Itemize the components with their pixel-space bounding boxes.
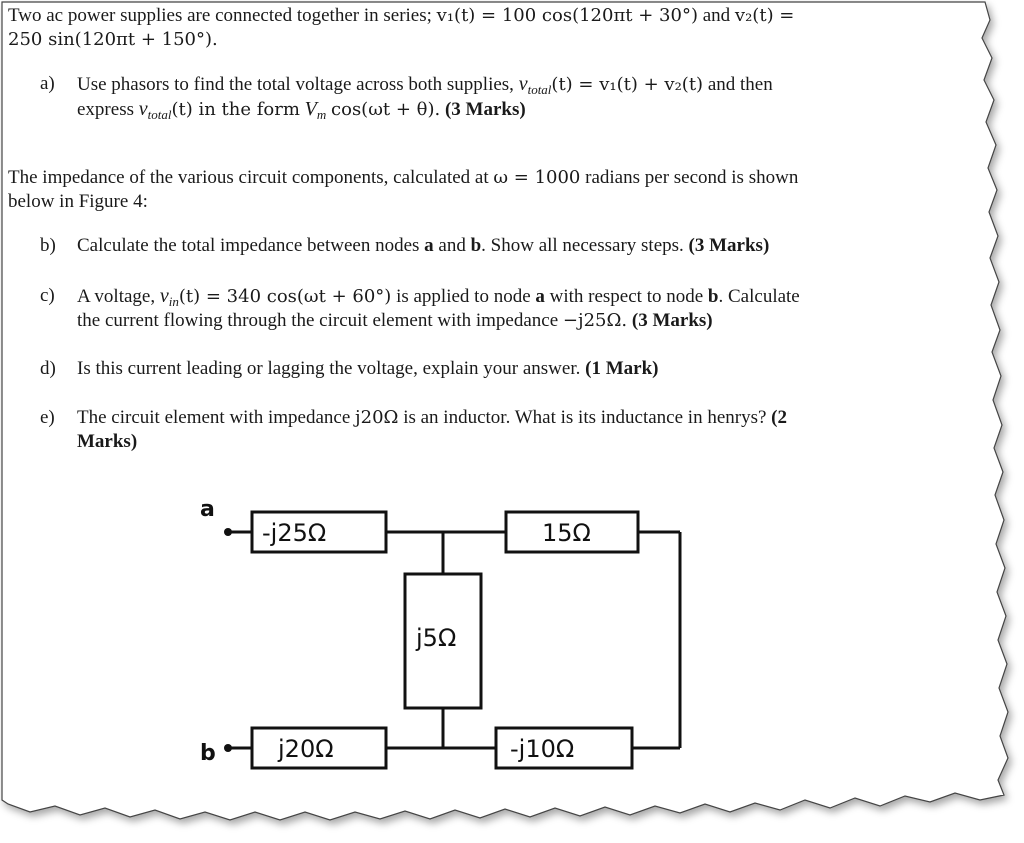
question-b-text: Calculate the total impedance between nodes [77, 235, 420, 256]
question-a-marks: (3 Marks) [444, 99, 526, 120]
question-e-label: e) [40, 407, 55, 428]
question-a-line-1 [77, 72, 773, 98]
question-d-text: Is this current leading or lagging the voltage, explain your answer. [77, 358, 581, 379]
v2-expression: v₂(t) = [734, 5, 795, 26]
question-c-text-4: . Calculate [718, 286, 800, 307]
vtotal-sum: (t) = v₁(t) + v₂(t) [551, 74, 704, 95]
z-top-right-label: 15Ω [542, 519, 591, 547]
question-e-marks-2: Marks) [77, 431, 138, 452]
question-e-line-1 [77, 406, 787, 430]
v1-expression: v₁(t) = 100 cos(120πt + 30°) [436, 5, 698, 26]
question-a-line-2 [77, 97, 526, 123]
question-c-label: c) [40, 285, 55, 306]
question-d-marks: (1 Mark) [585, 358, 659, 379]
question-c-text: A voltage, [77, 286, 156, 307]
question-c-text-5: the current flowing through the circuit element with impedance [77, 310, 559, 331]
question-a-then: and then [707, 74, 773, 95]
impedance-intro-line-2: below in Figure 4: [8, 191, 148, 212]
node-a-terminal [224, 528, 232, 536]
impedance-intro-line-1 [8, 166, 798, 190]
question-e-impedance: j20Ω [355, 407, 399, 428]
question-b-label: b) [40, 235, 56, 256]
intro-line-1 [8, 4, 794, 28]
question-b-text-2: . Show all necessary steps. [481, 235, 684, 256]
question-e-marks-1: (2 [771, 407, 787, 428]
question-b-line [77, 234, 769, 258]
cos-form: cos(ωt + θ). [331, 99, 441, 120]
question-c-node-b: b [707, 286, 719, 307]
question-b-marks: (3 Marks) [688, 235, 770, 256]
intro-and: and [702, 5, 731, 26]
node-a-label: a [200, 497, 215, 522]
vm-sub: m [316, 107, 327, 122]
question-e-text-2: is an inductor. What is its inductance in henrys? [403, 407, 767, 428]
question-c-node-a: a [535, 286, 545, 307]
vin-var: v [159, 285, 169, 307]
node-b-label: b [200, 741, 216, 766]
question-d-label: d) [40, 358, 56, 379]
question-c-impedance: −j25Ω. [562, 310, 628, 331]
question-a-label: a) [40, 73, 55, 94]
impedance-intro-text: The impedance of the various circuit components, calculated at [8, 167, 489, 188]
question-c-marks: (3 Marks) [631, 310, 713, 331]
intro-text: Two ac power supplies are connected together in series; [8, 5, 432, 26]
vtotal-var-2: v [138, 98, 148, 120]
question-e-text: The circuit element with impedance [77, 407, 351, 428]
question-a-text: Use phasors to find the total voltage across both supplies, [77, 74, 514, 95]
vtotal-sub: total [527, 82, 552, 97]
z-top-left-label: -j25Ω [262, 519, 327, 547]
z-bottom-left-label: j20Ω [278, 735, 334, 763]
vin-sub: in [168, 294, 179, 309]
question-c-line-2 [77, 309, 713, 333]
circuit-diagram [190, 490, 710, 790]
question-b-node-a: a [424, 235, 434, 256]
question-c-text-2: is applied to node [396, 286, 531, 307]
question-a-form-text: (t) in the form [171, 99, 300, 120]
vm-var: V [304, 98, 317, 120]
intro-line-2: 250 sin(120πt + 150°). [8, 29, 218, 50]
question-a-express: express [77, 99, 134, 120]
question-d-line [77, 357, 658, 381]
vtotal-sub-2: total [147, 107, 172, 122]
vtotal-var: v [518, 73, 528, 95]
omega-value: ω = 1000 [493, 167, 581, 188]
question-c-text-3: with respect to node [549, 286, 704, 307]
question-b-node-b: b [470, 235, 482, 256]
impedance-intro-text-2: radians per second is shown [585, 167, 799, 188]
question-c-line-1 [77, 284, 800, 310]
vin-expression: (t) = 340 cos(ωt + 60°) [178, 286, 392, 307]
question-b-and: and [438, 235, 466, 256]
z-middle-label: j5Ω [416, 624, 457, 652]
z-bottom-right-label: -j10Ω [510, 735, 575, 763]
node-b-terminal [224, 744, 232, 752]
